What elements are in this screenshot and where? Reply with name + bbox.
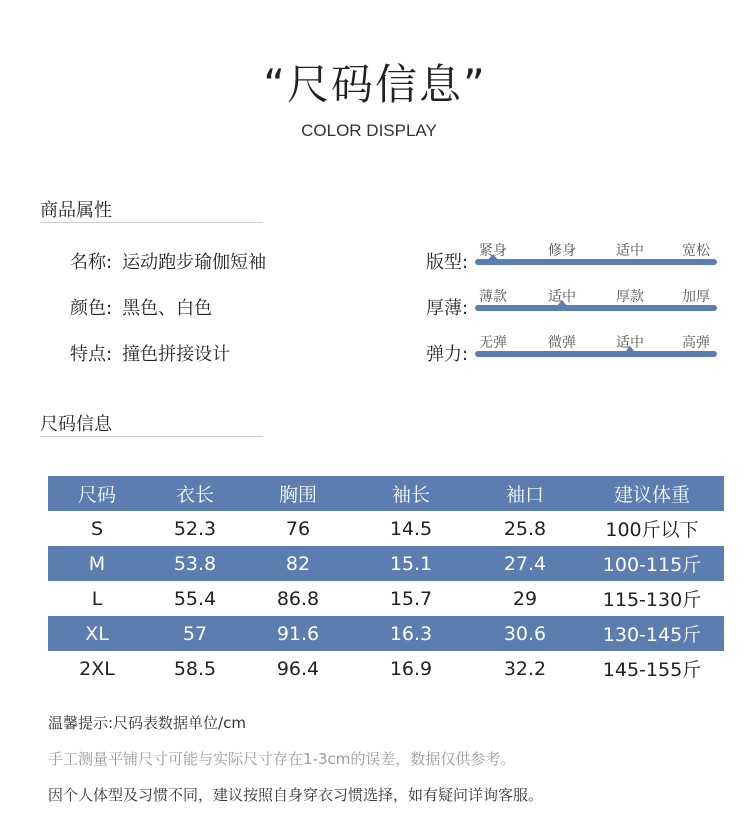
table-row (48, 616, 724, 651)
table-cell: 91.6 (276, 622, 320, 645)
table-cell: XL (85, 622, 109, 645)
table-cell: 58.5 (173, 657, 217, 680)
table-cell: M (88, 552, 106, 575)
fit-scale (475, 240, 717, 266)
scale-option: 无弹 (479, 335, 507, 351)
scale-bar (475, 259, 717, 265)
table-row (48, 511, 724, 546)
scale-option: 加厚 (682, 289, 710, 305)
attribute-value: 黑色、白色 (122, 298, 213, 319)
scale-option: 适中 (548, 289, 576, 305)
table-cell: 100-115斤 (602, 554, 702, 576)
column-header: 胸围 (278, 484, 317, 506)
attribute-key: 颜色: (70, 298, 113, 319)
product-attributes-divider (40, 222, 263, 223)
attribute-value: 运动跑步瑜伽短袖 (122, 252, 267, 273)
table-cell: 52.3 (173, 517, 217, 540)
table-row (48, 546, 724, 581)
column-header: 袖长 (391, 484, 430, 506)
attribute-value: 撞色拼接设计 (122, 344, 231, 365)
table-cell: 100斤以下 (605, 519, 699, 541)
size-info-divider (40, 436, 263, 437)
fit-advice: 因个人体型及习惯不同，建议按照自身穿衣习惯选择，如有疑问详询客服。 (48, 786, 544, 804)
table-cell: 15.1 (389, 552, 433, 575)
scale-option: 适中 (616, 335, 644, 351)
table-cell: 29 (512, 587, 538, 610)
table-cell: 27.4 (503, 552, 547, 575)
table-cell: 130-145斤 (602, 624, 702, 646)
scale-option: 修身 (548, 243, 576, 259)
table-cell: 55.4 (173, 587, 217, 610)
scale-option: 微弹 (548, 335, 576, 351)
table-cell: 2XL (79, 657, 115, 680)
elasticity-scale (475, 332, 717, 358)
table-cell: 32.2 (503, 657, 547, 680)
attribute-key: 名称: (70, 252, 113, 273)
table-cell: L (91, 587, 103, 610)
table-cell: 16.3 (389, 622, 433, 645)
table-cell: 82 (285, 552, 311, 575)
table-cell: 25.8 (503, 517, 547, 540)
scale-bar (475, 305, 717, 311)
scale-selected-marker (625, 346, 635, 352)
attribute-feature (70, 340, 230, 366)
product-attributes-heading: 商品属性 (40, 200, 112, 221)
size-table (48, 476, 724, 686)
scale-selected-marker (557, 300, 567, 306)
column-header: 袖口 (505, 484, 544, 506)
scale-option: 宽松 (682, 243, 710, 259)
scale-option: 厚款 (616, 289, 644, 305)
scale-option: 适中 (616, 243, 644, 259)
table-cell: 145-155斤 (602, 659, 702, 681)
column-header: 尺码 (77, 484, 116, 506)
page-title: “尺码信息” (263, 60, 487, 109)
attribute-color (70, 294, 212, 320)
table-cell: 53.8 (173, 552, 217, 575)
table-cell: 14.5 (389, 517, 433, 540)
unit-note: 温馨提示:尺码表数据单位/cm (48, 714, 246, 732)
scale-selected-marker (488, 254, 498, 260)
scale-option: 薄款 (479, 289, 507, 305)
scale-option: 高弹 (682, 335, 710, 351)
thickness-scale (475, 286, 717, 312)
size-info-heading: 尺码信息 (40, 414, 112, 435)
elasticity-scale-label: 弹力: (426, 344, 469, 365)
table-cell: 15.7 (389, 587, 433, 610)
table-cell: 76 (285, 517, 311, 540)
table-cell: 30.6 (503, 622, 547, 645)
attribute-key: 特点: (70, 344, 113, 365)
table-cell: 16.9 (389, 657, 433, 680)
thickness-scale-label: 厚薄: (426, 298, 469, 319)
size-table-header-row (48, 476, 724, 511)
table-row (48, 581, 724, 616)
table-cell: 96.4 (276, 657, 320, 680)
column-header: 衣长 (175, 484, 214, 506)
scale-option: 紧身 (479, 243, 507, 259)
page-subtitle: COLOR DISPLAY (301, 121, 437, 140)
measurement-disclaimer: 手工测量平铺尺寸可能与实际尺寸存在1-3cm的误差，数据仅供参考。 (48, 750, 516, 768)
attribute-name (70, 248, 266, 274)
fit-scale-label: 版型: (426, 252, 469, 273)
table-row (48, 651, 724, 686)
table-cell: 86.8 (276, 587, 320, 610)
table-cell: 115-130斤 (602, 589, 702, 611)
column-header: 建议体重 (613, 484, 690, 506)
table-cell: 57 (182, 622, 208, 645)
scale-bar (475, 351, 717, 357)
table-cell: S (90, 517, 104, 540)
